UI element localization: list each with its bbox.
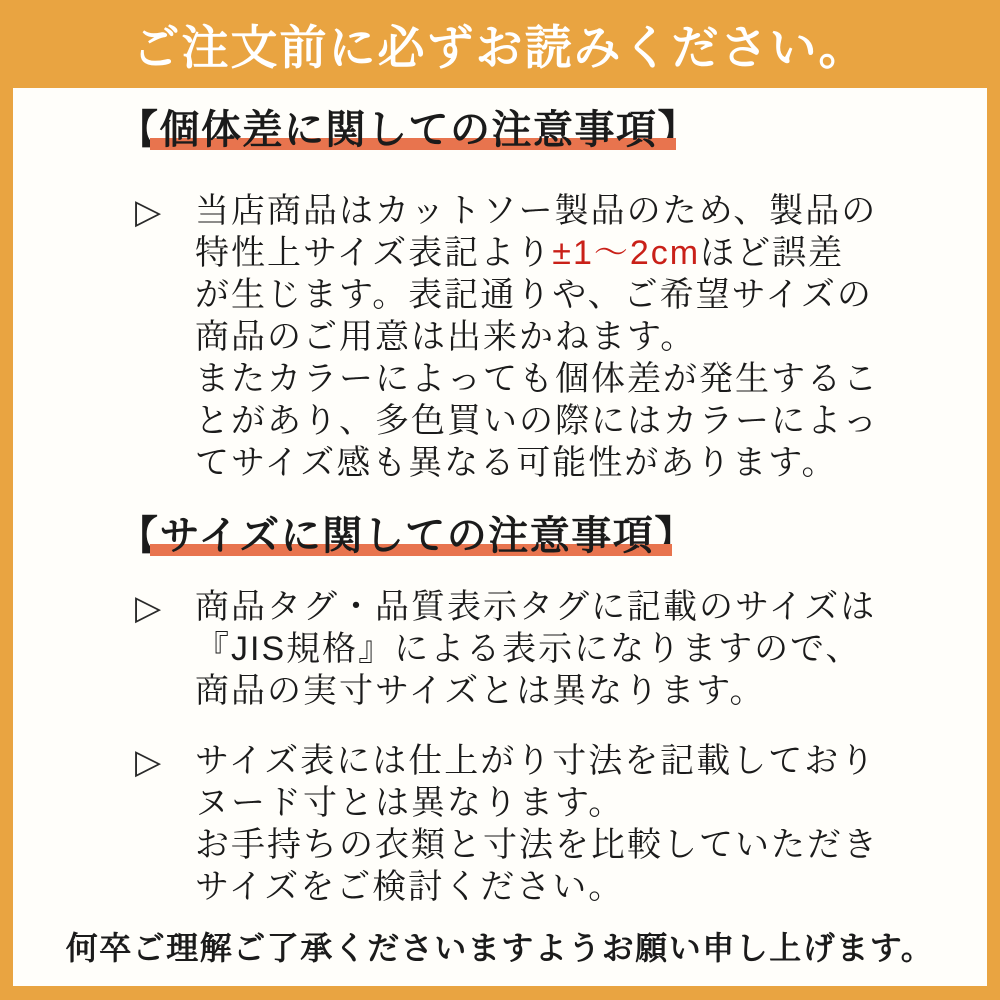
notice-item-finished-measurements	[135, 740, 957, 908]
content-area	[13, 88, 987, 986]
text-line: サイズ表には仕上がり寸法を記載しており	[195, 742, 877, 780]
text-segment: ほど誤差	[700, 234, 845, 272]
text-line: サイズをご検討ください。	[195, 868, 625, 906]
text-line: 当店商品はカットソー製品のため、製品の	[195, 192, 878, 230]
footer-text: 何卒ご理解ご了承くださいますようお願い申し上げます。	[65, 930, 935, 966]
notice-item-text	[195, 740, 879, 908]
text-line: ヌード寸とは異なります。	[195, 784, 625, 822]
notice-item-text	[195, 586, 876, 712]
text-segment: 特性上サイズ表記より	[195, 234, 553, 272]
footer-note	[13, 926, 987, 970]
top-banner-text: ご注文前に必ずお読みください。	[132, 20, 868, 74]
text-line: 商品の実寸サイズとは異なります。	[195, 672, 766, 710]
text-line: またカラーによっても個体差が発生するこ	[195, 360, 879, 398]
heading-close-bracket: 】	[657, 108, 699, 152]
text-line: 『JIS規格』による表示になりますので、	[195, 630, 862, 668]
top-banner	[0, 0, 1000, 88]
section-heading-text: 個体差に関しての注意事項	[159, 108, 658, 152]
notice-item-text	[195, 190, 879, 484]
text-line: 商品のご用意は出来かねます。	[195, 318, 697, 356]
notice-item-jis-tag	[135, 586, 957, 712]
text-line: 商品タグ・品質表示タグに記載のサイズは	[195, 588, 877, 626]
text-line: とがあり、多色買いの際にはカラーによっ	[195, 402, 879, 440]
text-line	[195, 232, 879, 274]
text-line: お手持ちの衣類と寸法を比較していただき	[195, 826, 879, 864]
section-heading-size	[118, 508, 987, 564]
triangle-bullet-icon: ▷	[135, 193, 162, 231]
section-heading-individual-differences	[118, 102, 987, 158]
section-heading-text: サイズに関しての注意事項	[159, 514, 655, 558]
text-line: てサイズ感も異なる可能性があります。	[195, 444, 838, 482]
triangle-bullet-icon: ▷	[135, 743, 162, 781]
tolerance-highlight: ±1〜2cm	[552, 234, 701, 272]
notice-item-individual-differences	[135, 190, 957, 484]
heading-open-bracket: 【	[118, 514, 160, 558]
triangle-bullet-icon: ▷	[135, 589, 162, 627]
heading-open-bracket: 【	[118, 108, 160, 152]
heading-close-bracket: 】	[654, 514, 696, 558]
text-line: が生じます。表記通りや、ご希望サイズの	[195, 276, 873, 314]
